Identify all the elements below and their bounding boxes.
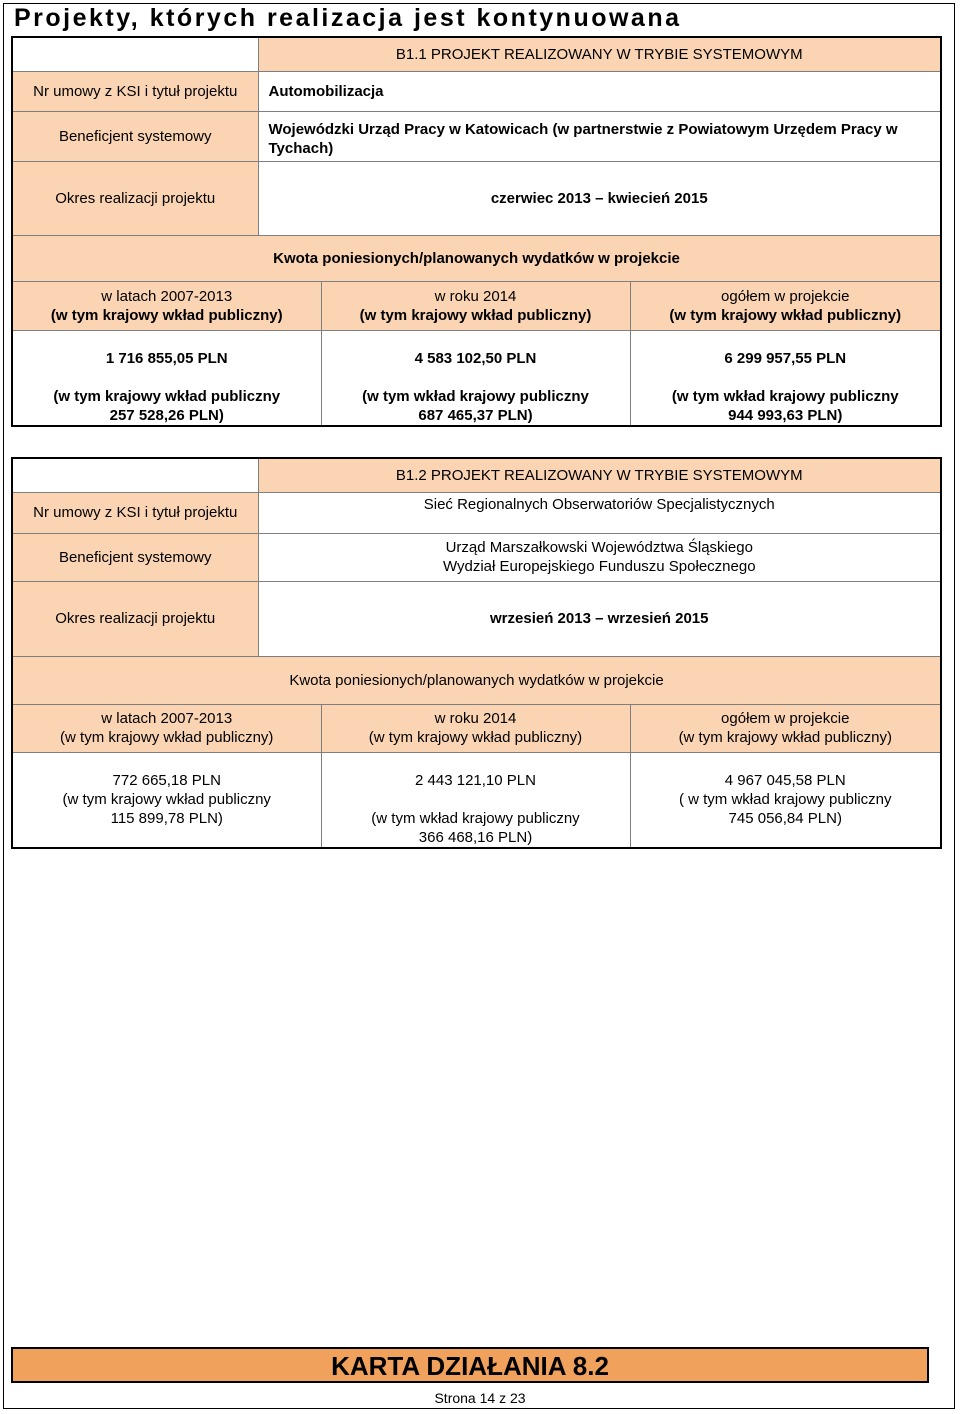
amount-2014: 2 443 121,10 PLN (w tym wkład krajowy publiczny 366 468,16 PLN) — [321, 752, 630, 848]
period-value: czerwiec 2013 – kwiecień 2015 — [258, 161, 941, 235]
project-heading: B1.1 PROJEKT REALIZOWANY W TRYBIE SYSTEMOWYM — [258, 37, 941, 71]
expenses-heading: Kwota poniesionych/planowanych wydatków w projekcie — [12, 235, 941, 281]
amount-2014: 4 583 102,50 PLN (w tym wkład krajowy publiczny 687 465,37 PLN) — [321, 330, 630, 426]
col-header-2014: w roku 2014 (w tym krajowy wkład publiczny) — [321, 281, 630, 330]
beneficiary-label: Beneficjent systemowy — [12, 111, 258, 161]
contract-label: Nr umowy z KSI i tytuł projektu — [12, 71, 258, 111]
project-title: Sieć Regionalnych Obserwatoriów Specjalistycznych — [258, 492, 941, 533]
beneficiary-value: Wojewódzki Urząd Pracy w Katowicach (w partnerstwie z Powiatowym Urzędem Pracy w Tychach) — [258, 111, 941, 161]
project-heading: B1.2 PROJEKT REALIZOWANY W TRYBIE SYSTEMOWYM — [258, 458, 941, 492]
period-value: wrzesień 2013 – wrzesień 2015 — [258, 581, 941, 656]
amount-2007-2013: 1 716 855,05 PLN (w tym krajowy wkład publiczny 257 528,26 PLN) — [12, 330, 321, 426]
project-title: Automobilizacja — [258, 71, 941, 111]
col-header-2007-2013: w latach 2007-2013 (w tym krajowy wkład publiczny) — [12, 281, 321, 330]
project-table-b1-1 — [11, 36, 942, 427]
col-header-total: ogółem w projekcie (w tym krajowy wkład publiczny) — [630, 704, 941, 752]
beneficiary-value: Urząd Marszałkowski Województwa Śląskiego Wydział Europejskiego Funduszu Społecznego — [258, 533, 941, 581]
period-label: Okres realizacji projektu — [12, 581, 258, 656]
col-header-2014: w roku 2014 (w tym krajowy wkład publiczny) — [321, 704, 630, 752]
amount-total: 4 967 045,58 PLN ( w tym wkład krajowy publiczny 745 056,84 PLN) — [630, 752, 941, 848]
amount-total: 6 299 957,55 PLN (w tym wkład krajowy publiczny 944 993,63 PLN) — [630, 330, 941, 426]
expenses-heading: Kwota poniesionych/planowanych wydatków w projekcie — [12, 656, 941, 704]
beneficiary-label: Beneficjent systemowy — [12, 533, 258, 581]
col-header-total: ogółem w projekcie (w tym krajowy wkład publiczny) — [630, 281, 941, 330]
col-header-2007-2013: w latach 2007-2013 (w tym krajowy wkład publiczny) — [12, 704, 321, 752]
page-title: Projekty, których realizacja jest kontynuowana — [14, 4, 682, 32]
page-number: Strona 14 z 23 — [434, 1390, 526, 1406]
project-table-b1-2 — [11, 457, 942, 849]
contract-label: Nr umowy z KSI i tytuł projektu — [12, 492, 258, 533]
period-label: Okres realizacji projektu — [12, 161, 258, 235]
amount-2007-2013: 772 665,18 PLN (w tym krajowy wkład publiczny 115 899,78 PLN) — [12, 752, 321, 848]
footer-title-bar: KARTA DZIAŁANIA 8.2 — [11, 1347, 929, 1383]
